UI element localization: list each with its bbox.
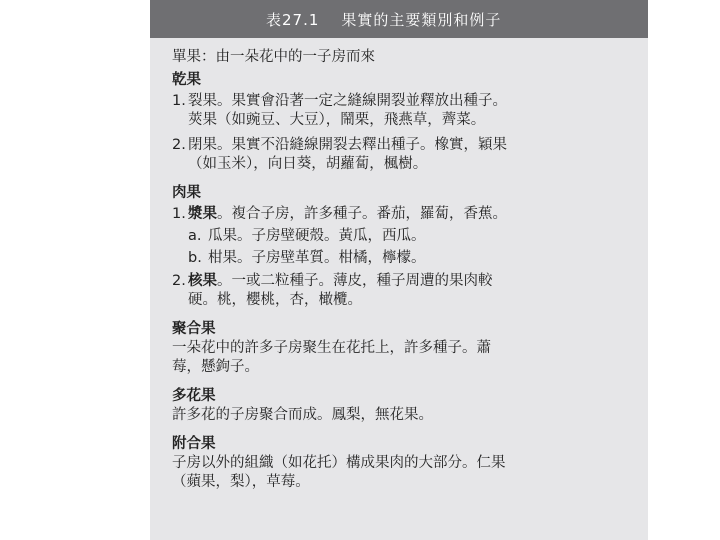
item-marker: 1. <box>172 206 186 222</box>
sub-marker: a. <box>188 228 202 244</box>
drupe-description: 。一或二粒種子。薄皮，種子周遭的果肉較 <box>217 273 493 289</box>
item-line: 莢果（如豌豆、大豆），鬧栗，飛燕草，薺菜。 <box>188 112 486 128</box>
dry-fruit-heading: 乾果 <box>172 72 201 88</box>
sub-text: 瓜果。子房壁硬殼。黃瓜，西瓜。 <box>208 228 426 244</box>
drupe-line2: 硬。桃，櫻桃，杏，橄欖。 <box>188 292 362 308</box>
berry-subtype-pepo <box>188 227 638 246</box>
item-marker: 2. <box>172 137 186 153</box>
table-header <box>150 0 648 38</box>
dry-item-dehiscent <box>172 92 638 130</box>
fleshy-fruit-heading: 肉果 <box>172 185 201 201</box>
multiple-line: 許多花的子房聚合而成。鳳梨，無花果。 <box>172 407 433 423</box>
accessory-line: （蘋果，梨），草莓。 <box>172 474 310 490</box>
dry-item-indehiscent <box>172 136 638 174</box>
table-number: 表27.1 <box>266 10 320 29</box>
berry-term: 漿果 <box>188 206 217 222</box>
fruit-table <box>150 0 648 540</box>
table-body <box>150 38 648 492</box>
drupe-term: 核果 <box>188 273 217 289</box>
item-line: 裂果。果實會沿著一定之縫線開裂並釋放出種子。 <box>188 93 507 109</box>
sub-marker: b. <box>188 250 202 266</box>
accessory-fruit-heading: 附合果 <box>172 436 216 452</box>
fleshy-item-drupe <box>172 272 638 310</box>
sub-text: 柑果。子房壁革質。柑橘，檸檬。 <box>208 250 426 266</box>
multiple-fruit-heading: 多花果 <box>172 388 216 404</box>
item-marker: 2. <box>172 273 186 289</box>
berry-subtype-hesperidium <box>188 249 638 268</box>
berry-description: 。複合子房，許多種子。番茄，羅蔔，香蕉。 <box>217 206 507 222</box>
aggregate-line: 莓，懸鉤子。 <box>172 359 259 375</box>
aggregate-line: 一朵花中的許多子房聚生在花托上，許多種子。蕭 <box>172 340 491 356</box>
aggregate-fruit-heading: 聚合果 <box>172 321 216 337</box>
fleshy-item-berry <box>172 205 638 224</box>
table-title: 果實的主要類別和例子 <box>341 10 502 29</box>
accessory-line: 子房以外的組織（如花托）構成果肉的大部分。仁果 <box>172 455 506 471</box>
item-marker: 1. <box>172 93 186 109</box>
item-line: 閉果。果實不沿縫線開裂去釋出種子。橡實，穎果 <box>188 137 507 153</box>
item-line: （如玉米），向日葵，胡蘿蔔，楓樹。 <box>188 156 428 172</box>
simple-fruit-definition: 單果：由一朵花中的一子房而來 <box>172 49 375 65</box>
